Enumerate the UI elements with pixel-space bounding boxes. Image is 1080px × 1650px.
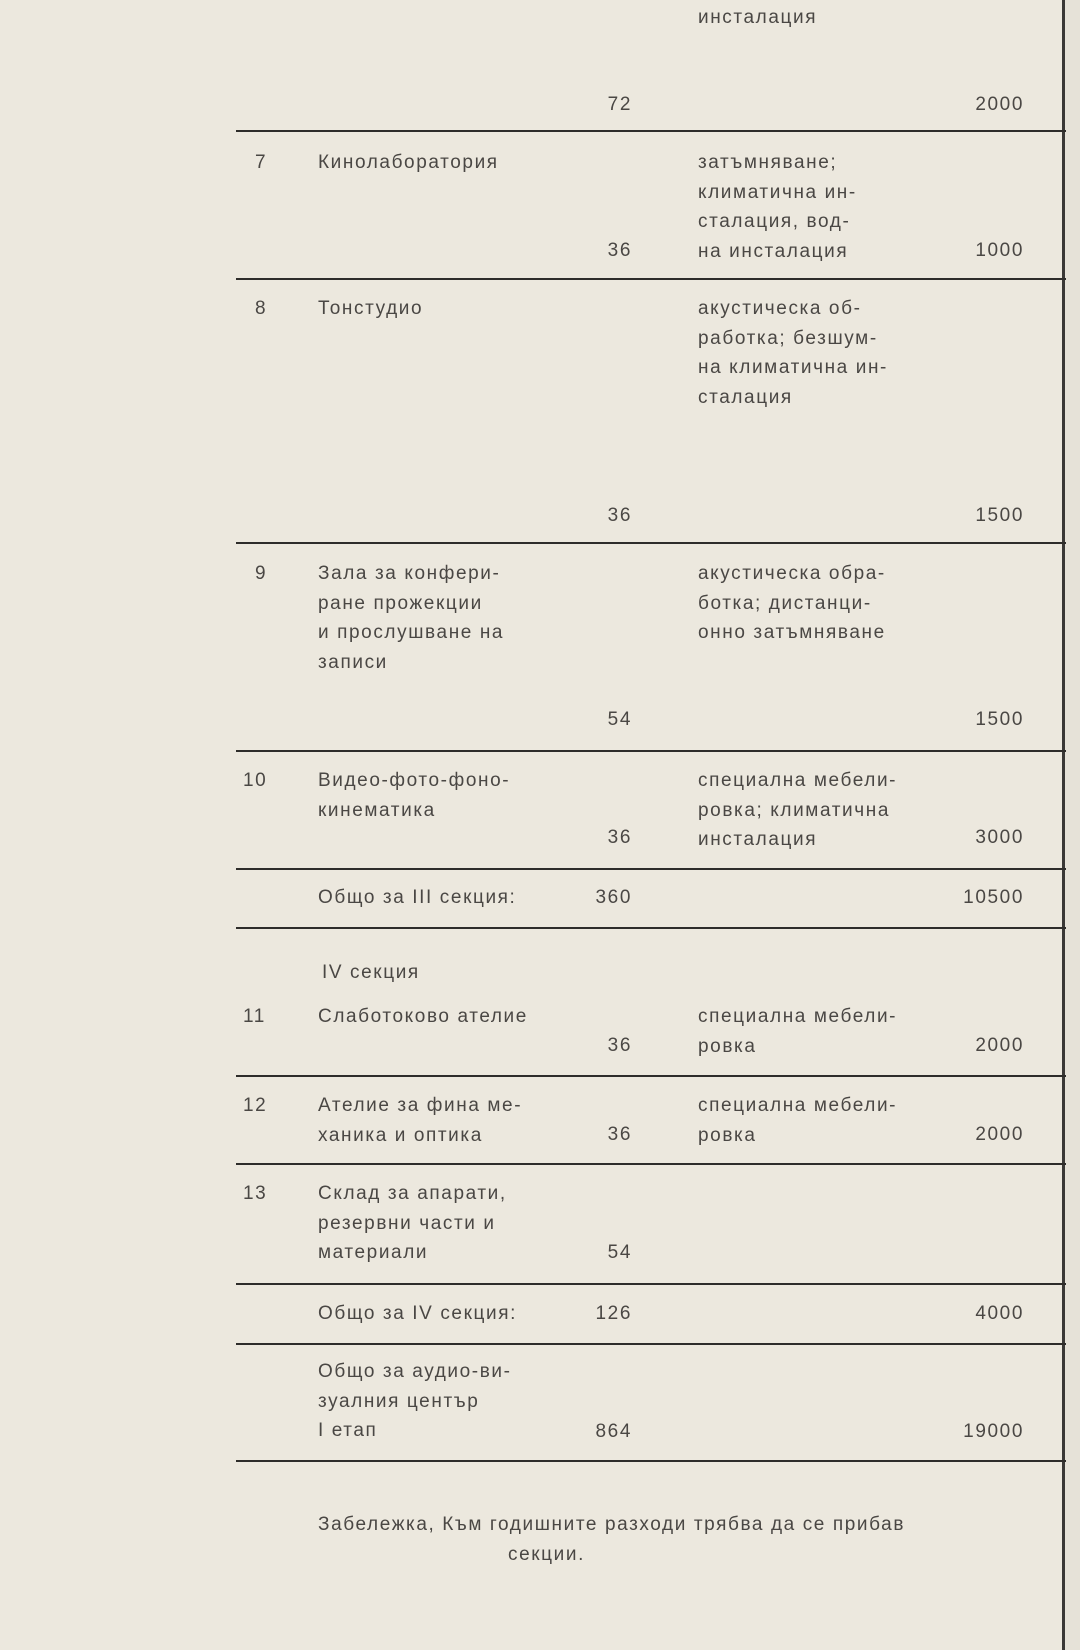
row-number: 10 (243, 770, 268, 791)
row-divider (236, 750, 1066, 752)
row-cost: 2000 (975, 1124, 1024, 1145)
row-name: Кинолаборатория (318, 152, 499, 173)
total-label: Общо за IV секция: (318, 1303, 517, 1324)
grand-total-label: Общо за аудио-ви- зуалния център I етап (318, 1361, 512, 1442)
note-line-2: секции. (508, 1544, 585, 1565)
row-requirement: специална мебели- ровка; климатична инсталация (698, 770, 898, 851)
row-cost: 1500 (975, 709, 1024, 730)
row-number: 12 (243, 1095, 268, 1116)
row-name: Видео-фото-фоно- кинематика (318, 770, 511, 821)
section-heading: IV секция (322, 962, 420, 983)
row-divider (236, 542, 1066, 544)
row-divider (236, 927, 1066, 929)
total-area: 360 (595, 887, 632, 908)
row-name: Склад за апарати, резервни части и материали (318, 1183, 507, 1264)
row-name: Слаботоково ателие (318, 1006, 528, 1027)
row-divider (236, 1163, 1066, 1165)
row-number: 7 (255, 152, 268, 173)
row-number: 9 (255, 563, 268, 584)
row-cost: 1000 (975, 240, 1024, 261)
total-cost: 10500 (963, 887, 1024, 908)
row-divider (236, 1283, 1066, 1285)
carry-area: 72 (607, 94, 632, 115)
total-label: Общо за III секция: (318, 887, 517, 908)
row-number: 13 (243, 1183, 268, 1204)
adjacent-page-edge (1065, 0, 1080, 1650)
row-name: Зала за конфери- ране прожекции и прослушване на записи (318, 563, 505, 674)
grand-total-cost: 19000 (963, 1421, 1024, 1442)
grand-total-area: 864 (595, 1421, 632, 1442)
page-edge-shadow (1062, 0, 1065, 1650)
row-area: 36 (607, 827, 632, 848)
row-divider (236, 278, 1066, 280)
row-cost: 2000 (975, 1035, 1024, 1056)
row-requirement: акустическа обра- ботка; дистанци- онно затъмняване (698, 563, 886, 644)
carry-cost: 2000 (975, 94, 1024, 115)
row-cost: 1500 (975, 505, 1024, 526)
row-area: 54 (607, 1242, 632, 1263)
row-name: Ателие за фина ме- ханика и оптика (318, 1095, 523, 1146)
row-number: 8 (255, 298, 268, 319)
row-area: 36 (607, 1035, 632, 1056)
row-area: 54 (607, 709, 632, 730)
row-divider (236, 130, 1066, 132)
carry-requirement: инсталация (698, 7, 818, 28)
note-line-1: Забележка, Към годишните разходи трябва да се прибав (318, 1514, 906, 1535)
row-divider (236, 1343, 1066, 1345)
row-divider (236, 1075, 1066, 1077)
row-requirement: акустическа об- работка; безшум- на климатична ин- сталация (698, 298, 888, 409)
row-area: 36 (607, 1124, 632, 1145)
row-requirement: специална мебели- ровка (698, 1006, 898, 1057)
row-requirement: затъмняване; климатична ин- сталация, вод- на инсталация (698, 152, 857, 263)
row-divider (236, 868, 1066, 870)
row-number: 11 (243, 1006, 266, 1027)
total-cost: 4000 (975, 1303, 1024, 1324)
row-divider (236, 1460, 1066, 1462)
total-area: 126 (595, 1303, 632, 1324)
row-requirement: специална мебели- ровка (698, 1095, 898, 1146)
row-area: 36 (607, 240, 632, 261)
row-area: 36 (607, 505, 632, 526)
row-cost: 3000 (975, 827, 1024, 848)
row-name: Тонстудио (318, 298, 424, 319)
